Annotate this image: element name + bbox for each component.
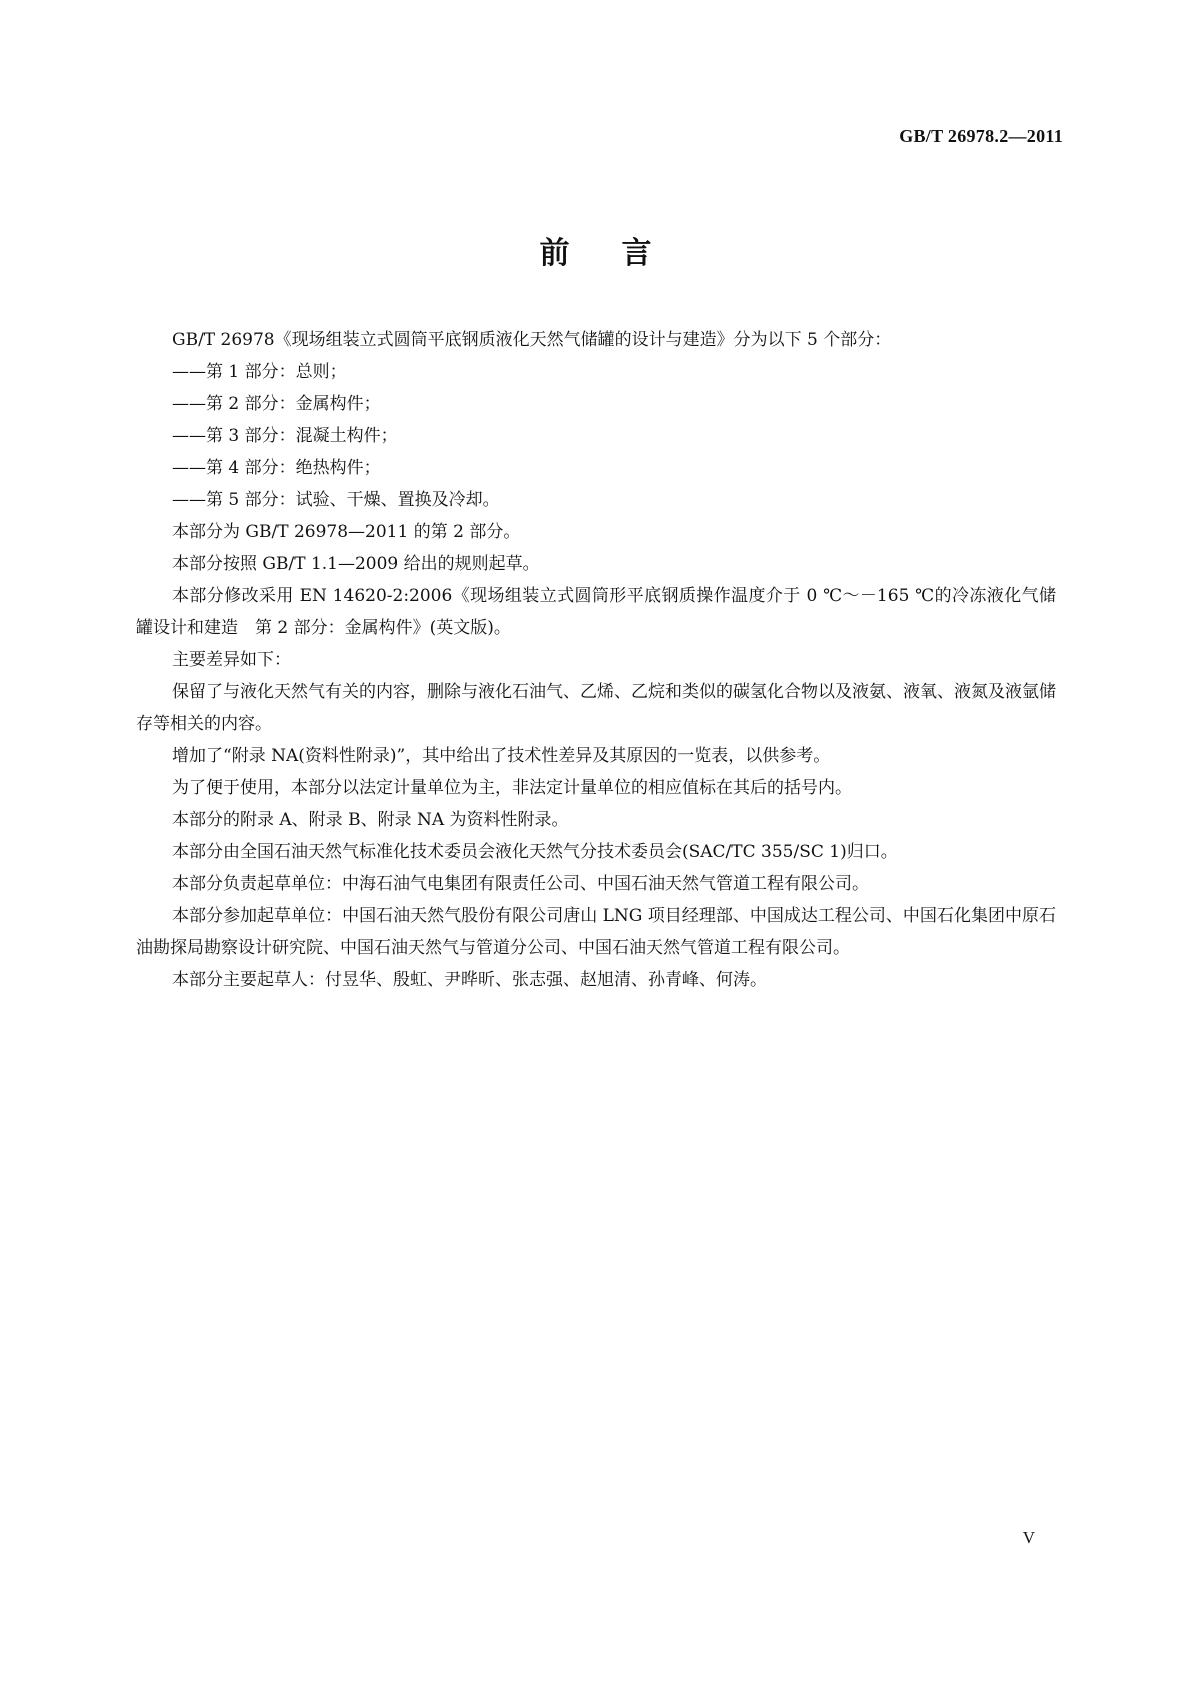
paragraph-drafting-rules: 本部分按照 GB/T 1.1—2009 给出的规则起草。 [172,554,540,574]
paragraph-parts-intro: GB/T 26978《现场组装立式圆筒平底钢质液化天然气储罐的设计与建造》分为以下 5 个部分： [172,330,892,350]
paragraph-annexes: 本部分的附录 A、附录 B、附录 NA 为资料性附录。 [172,810,569,830]
page-title: 前言 [539,236,704,271]
paragraph-part-statement: 本部分为 GB/T 26978—2011 的第 2 部分。 [172,522,521,542]
list-item-part-5: ——第 5 部分：试验、干燥、置换及冷却。 [172,490,500,510]
standard-number: GB/T 26978.2—2011 [899,126,1063,146]
page-number: V [1022,1528,1035,1547]
foreword-body [136,324,1056,996]
paragraph-participating-drafters: 本部分参加起草单位：中国石油天然气股份有限公司唐山 LNG 项目经理部、中国成达工程公司、中国石化集团中原石油勘探局勘察设计研究院、中国石油天然气与管道分公司、中国石油天然气管道工程有限公司。 [136,906,1056,958]
list-item-part-3: ——第 3 部分：混凝土构件； [172,426,398,446]
paragraph-proposer: 本部分由全国石油天然气标准化技术委员会液化天然气分技术委员会(SAC/TC 355/SC 1)归口。 [172,842,898,862]
paragraph-adoption: 本部分修改采用 EN 14620-2:2006《现场组装立式圆筒形平底钢质操作温度介于 0 ℃～－165 ℃的冷冻液化气储罐设计和建造 第 2 部分：金属构件》(英文版)。 [136,586,1056,638]
paragraph-difference-1: 保留了与液化天然气有关的内容，删除与液化石油气、乙烯、乙烷和类似的碳氢化合物以及液氨、液氧、液氮及液氩储存等相关的内容。 [136,682,1056,734]
paragraph-lead-drafters: 本部分负责起草单位：中海石油气电集团有限责任公司、中国石油天然气管道工程有限公司。 [172,874,869,894]
list-item-part-1: ——第 1 部分：总则； [172,362,347,382]
list-item-part-4: ——第 4 部分：绝热构件； [172,458,381,478]
paragraph-difference-2: 增加了“附录 NA(资料性附录)”，其中给出了技术性差异及其原因的一览表，以供参考。 [172,746,831,766]
paragraph-differences-heading: 主要差异如下： [172,650,291,670]
paragraph-main-drafters: 本部分主要起草人：付昱华、殷虹、尹晔昕、张志强、赵旭清、孙青峰、何涛。 [172,970,767,990]
paragraph-units: 为了便于使用，本部分以法定计量单位为主，非法定计量单位的相应值标在其后的括号内。 [172,778,852,798]
list-item-part-2: ——第 2 部分：金属构件； [172,394,381,414]
